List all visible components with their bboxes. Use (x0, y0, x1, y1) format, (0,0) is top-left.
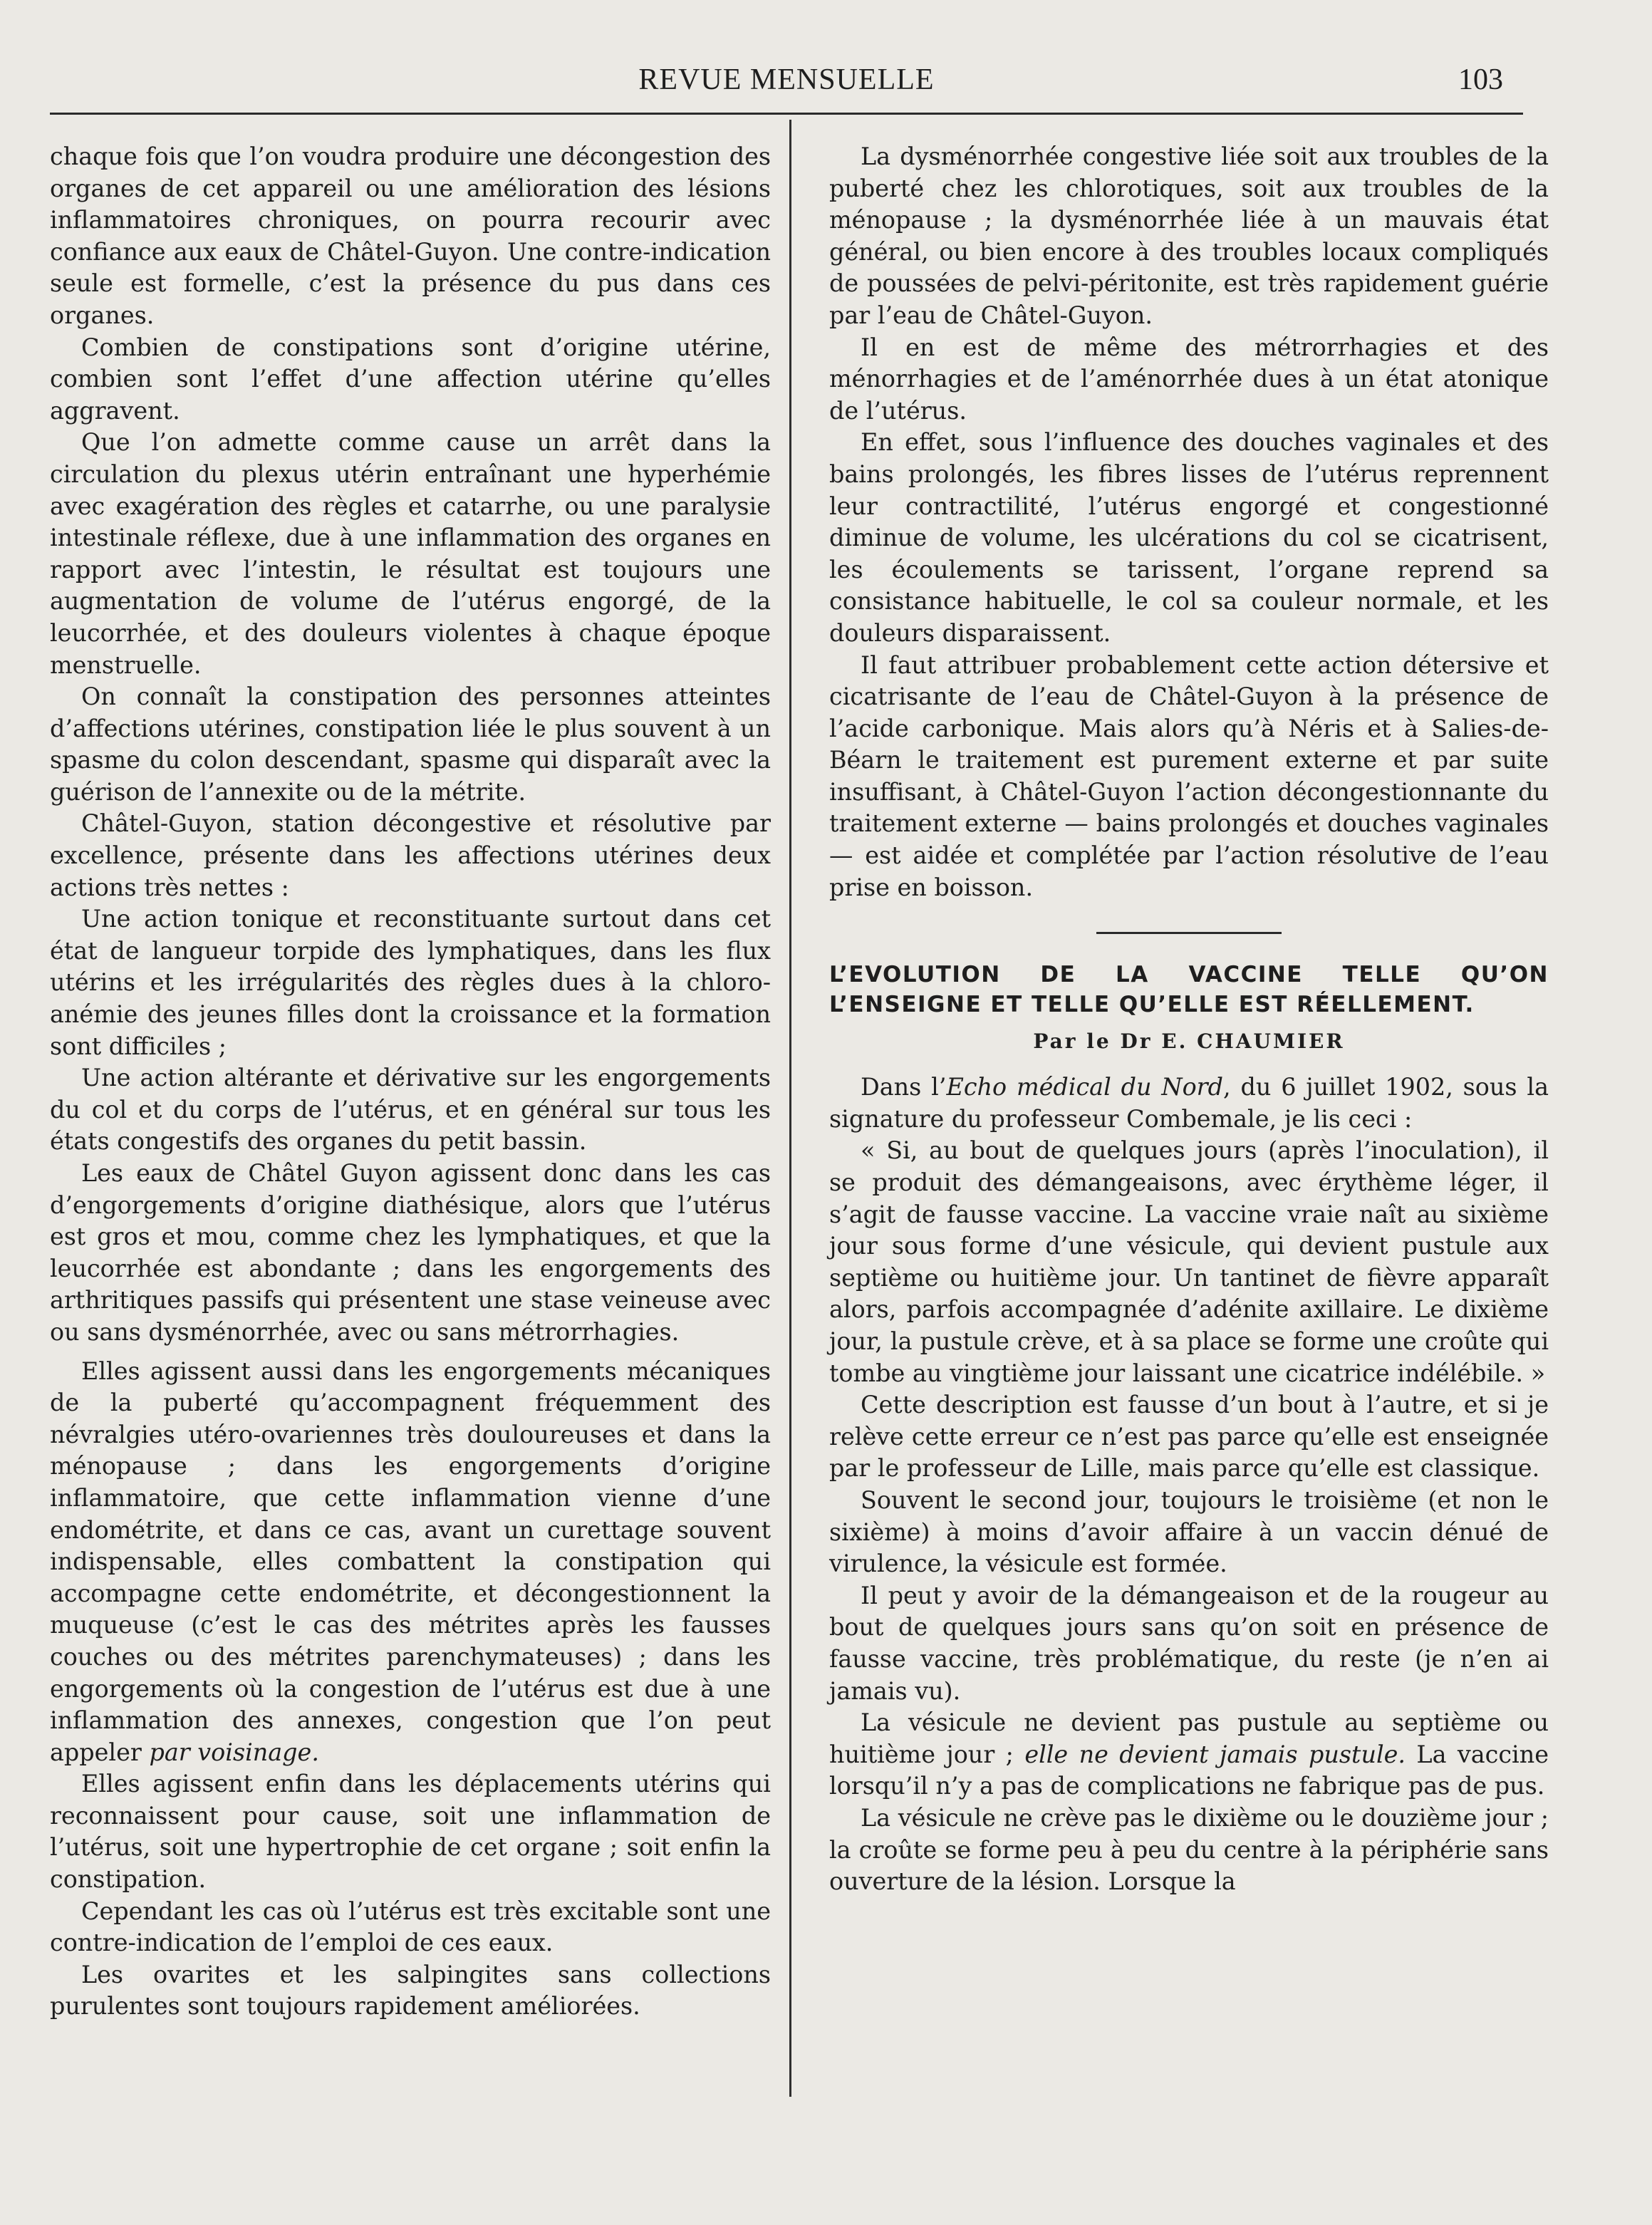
journal-name: Echo médical du Nord (946, 1073, 1224, 1101)
section-separator (1096, 932, 1282, 934)
italic-phrase: elle ne devient jamais pustule. (1024, 1740, 1406, 1768)
paragraph: Châtel-Guyon, station décongestive et résolutive par excellence, présente dans les affections utérines deux actions très nettes : (50, 809, 771, 901)
paragraph: Il peut y avoir de la démangeaison et de la rougeur au bout de quelques jours sans qu’on soit en présence de fausse vaccine, très problématique, du reste (je n’en ai jamais vu). (829, 1581, 1549, 1705)
intro-text: Dans l’ (861, 1073, 947, 1101)
intro-text: , du 6 juillet 1902, sous la signature du professeur Combemale, je lis ceci : (829, 1073, 1549, 1133)
column-divider (789, 120, 791, 2097)
paragraph: Les ovarites et les salpingites sans collections purulentes sont toujours rapidement améliorées. (50, 1960, 771, 2021)
paragraph: Il en est de même des métrorrhagies et des ménorrhagies et de l’aménorrhée dues à un état atonique de l’utérus. (829, 333, 1549, 425)
paragraph: La dysménorrhée congestive liée soit aux troubles de la puberté chez les chlorotiques, soit aux troubles de la ménopause ; la dysménorrhée liée à un mauvais état général, ou bien encore à des troubles locaux compliqués de poussées de pelvi-péritonite, est très rapidement guérie par l’eau de Châtel-Guyon. (829, 142, 1549, 329)
paragraph (829, 1707, 1549, 1803)
article-title: L’EVOLUTION DE LA VACCINE TELLE QU’ON L’ENSEIGNE ET TELLE QU’ELLE EST RÉELLEMENT. (829, 962, 1549, 1018)
running-head (50, 63, 1523, 114)
paragraph-text: La vésicule ne devient pas pustule au septième ou huitième jour ; (829, 1708, 1549, 1768)
paragraph: En effet, sous l’influence des douches vaginales et des bains prolongés, les fibres lisses de l’utérus reprennent leur contractilité, l’utérus engorgé et congestionné diminue de volume, les ulcérations du col se cicatrisent, les écoulements se tarissent, l’organe reprend sa consistance habituelle, le col sa couleur normale, et les douleurs disparaissent. (829, 428, 1549, 647)
paragraph: Les eaux de Châtel Guyon agissent donc dans les cas d’engorgements d’origine diathésique, alors que l’utérus est gros et mou, comme chez les lymphatiques, et que la leucorrhée est abondante ; dans les engorgements des arthritiques passifs qui présentent une stase veineuse avec ou sans dysménorrhée, avec ou sans métrorrhagies. (50, 1159, 771, 1346)
article-byline: Par le Dr E. CHAUMIER (1033, 1029, 1345, 1054)
paragraph-text: La vaccine lorsqu’il n’y a pas de complications ne fabrique pas de pus. (829, 1740, 1549, 1800)
paragraph: Une action tonique et reconstituante surtout dans cet état de langueur torpide des lymphatiques, dans les flux utérins et les irrégularités des règles dues à la chloro-anémie des jeunes filles dont la croissance et la formation sont difficiles ; (50, 905, 771, 1060)
italic-phrase: par voisinage. (149, 1738, 319, 1766)
quotation: « Si, au bout de quelques jours (après l’inoculation), il se produit des démangeaisons, avec érythème léger, il s’agit de fausse vaccine. La vaccine vraie naît au sixième jour sous forme d’une vésicule, qui devient pustule aux septième ou huitième jour. Un tantinet de fièvre apparaît alors, parfois accompagnée d’adénite axillaire. Le dixième jour, la pustule crève, et à sa place se forme une croûte qui tombe au vingtième jour laissant une cicatrice indélébile. » (829, 1136, 1549, 1387)
paragraph (50, 1356, 771, 1769)
paragraph: Cette description est fausse d’un bout à l’autre, et si je relève cette erreur ce n’est pas parce qu’elle est enseignée par le professeur de Lille, mais parce qu’elle est classique. (829, 1391, 1549, 1483)
paragraph: Cependant les cas où l’utérus est très excitable sont une contre-indication de l’emploi de ces eaux. (50, 1897, 771, 1957)
paragraph: Combien de constipations sont d’origine utérine, combien sont l’effet d’une affection utérine qu’elles aggravent. (50, 333, 771, 425)
paragraph: Elles agissent enfin dans les déplacements utérins qui reconnaissent pour cause, soit une inflammation de l’utérus, soit une hypertrophie de cet organe ; soit enfin la constipation. (50, 1770, 771, 1894)
right-column (829, 141, 1549, 1898)
page-number: 103 (1458, 63, 1503, 96)
journal-title: REVUE MENSUELLE (638, 63, 935, 96)
paragraph: Il faut attribuer probablement cette action détersive et cicatrisante de l’eau de Châtel-Guyon à la présence de l’acide carbonique. Mais alors qu’à Néris et à Salies-de-Béarn le traitement est purement externe et par suite insuffisant, à Châtel-Guyon l’action décongestionnante du traitement externe — bains prolongés et douches vaginales — est aidée et complétée par l’action résolutive de l’eau prise en boisson. (829, 650, 1549, 901)
paragraph: Que l’on admette comme cause un arrêt dans la circulation du plexus utérin entraînant une hyperhémie avec exagération des règles et catarrhe, ou une paralysie intestinale réflexe, due à une inflammation des organes en rapport avec l’intestin, le résultat est toujours une augmentation de volume de l’utérus engorgé, de la leucorrhée, et des douleurs violentes à chaque époque menstruelle. (50, 428, 771, 679)
paragraph: chaque fois que l’on voudra produire une décongestion des organes de cet appareil ou une amélioration des lésions inflammatoires chroniques, on pourra recourir avec confiance aux eaux de Châtel-Guyon. Une contre-indication seule est formelle, c’est la présence du pus dans ces organes. (50, 142, 771, 329)
left-column (50, 141, 771, 2023)
header-rule (50, 113, 1523, 115)
paragraph: Une action altérante et dérivative sur les engorgements du col et du corps de l’utérus, et en général sur tous les états congestifs des organes du petit bassin. (50, 1064, 771, 1156)
paragraph-text: Elles agissent aussi dans les engorgements mécaniques de la puberté qu’accompagnent fréquemment des névralgies utéro-ovariennes très douloureuses et dans la ménopause ; dans les engorgements d’origine inflammatoire, que cette inflammation vienne d’une endométrite, et dans ce cas, avant un curettage souvent indispensable, elles combattent la constipation qui accompagne cette endométrite, et décongestionnent la muqueuse (c’est le cas des métrites après les fausses couches ou des métrites parenchymateuses) ; dans les engorgements où la congestion de l’utérus est due à une inflammation des annexes, congestion que l’on peut appeler (50, 1357, 771, 1766)
paragraph: Souvent le second jour, toujours le troisième (et non le sixième) à moins d’avoir affaire à un vaccin dénué de virulence, la vésicule est formée. (829, 1485, 1549, 1578)
paragraph (829, 1072, 1549, 1135)
paragraph: La vésicule ne crève pas le dixième ou le douzième jour ; la croûte se forme peu à peu du centre à la périphérie sans ouverture de la lésion. Lorsque la (829, 1803, 1549, 1896)
paragraph: On connaît la constipation des personnes atteintes d’affections utérines, constipation liée le plus souvent à un spasme du colon descendant, spasme qui disparaît avec la guérison de l’annexite ou de la métrite. (50, 683, 771, 806)
